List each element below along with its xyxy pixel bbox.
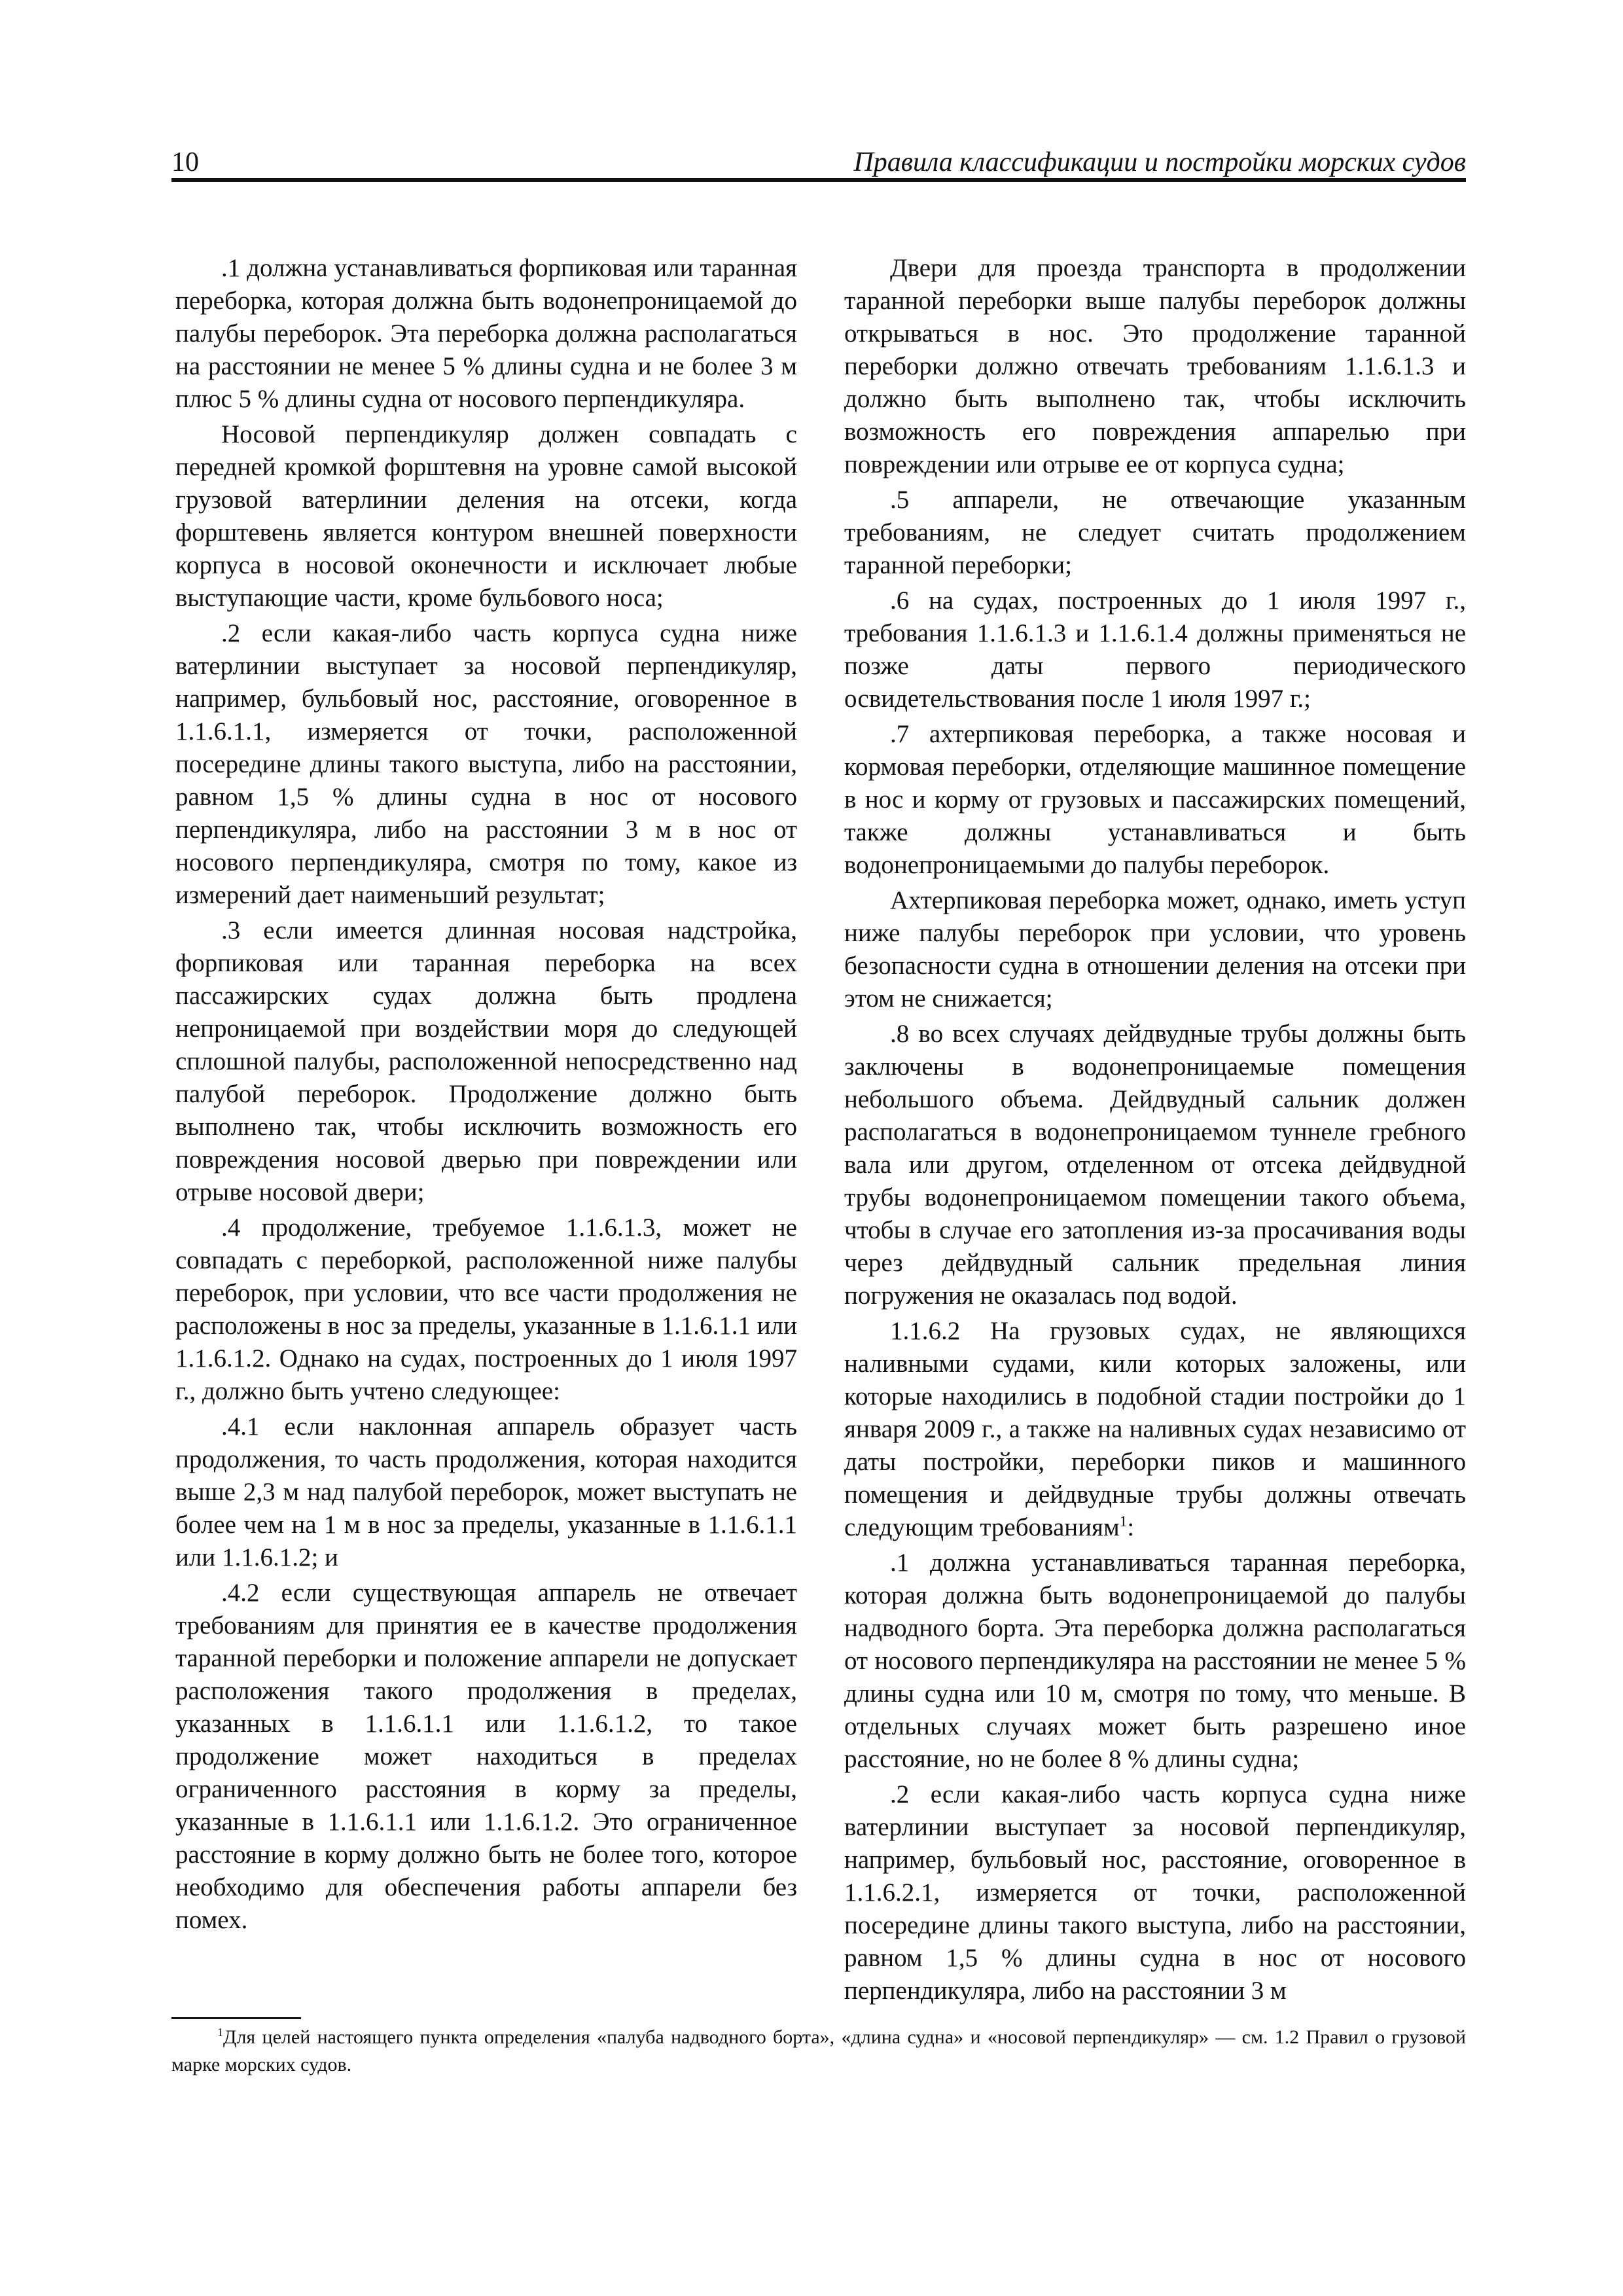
header-rule — [171, 178, 1466, 182]
page-number: 10 — [171, 147, 199, 177]
right-column — [844, 252, 1466, 2010]
footnote-rule — [171, 2017, 301, 2019]
paragraph: Двери для проезда транспорта в продолжении таранной переборки выше палубы переборок должны открываться в нос. Это продолжение таранной переборки должно отвечать требованиям 1.1.6.1.3 и должно быть выполнено так, чтобы исключить возможность его повреждения аппарелью при повреждении или отрыве ее от корпуса судна; — [844, 254, 1466, 478]
paragraph-suffix: : — [1127, 1513, 1135, 1541]
paragraph: .4 продолжение, требуемое 1.1.6.1.3, может не совпадать с переборкой, расположенной ниже палубы переборок, при условии, что все части продолжения не расположены в нос за пределы, указанные в 1.1.6.1.1 или 1.1.6.1.2. Однако на судах, построенных до 1 июля 1997 г., должно быть учтено следующее: — [175, 1213, 797, 1405]
footnote-reference[interactable]: 1 — [1119, 1513, 1128, 1530]
paragraph-with-footnote-ref — [844, 1315, 1466, 1544]
paragraph: .7 ахтерпиковая переборка, а также носовая и кормовая переборки, отделяющие машинное помещение в нос и корму от грузовых и пассажирских помещений, также должны устанавливаться и быть водонепроницаемыми до палубы переборок. — [844, 720, 1466, 879]
paragraph: .4.1 если наклонная аппарель образует часть продолжения, то часть продолжения, которая находится выше 2,3 м над палубой переборок, может выступать не более чем на 1 м в нос за пределы, указанные в 1.1.6.1.1 или 1.1.6.1.2; и — [175, 1412, 797, 1571]
paragraph: .6 на судах, построенных до 1 июля 1997 г., требования 1.1.6.1.3 и 1.1.6.1.4 должны применяться не позже даты первого периодического освидетельствования после 1 июля 1997 г.; — [844, 586, 1466, 713]
left-column — [175, 252, 797, 1939]
paragraph: .5 аппарели, не отвечающие указанным требованиям, не следует считать продолжением таранной переборки; — [844, 486, 1466, 579]
page-header — [171, 140, 1466, 178]
paragraph-text: 1.1.6.2 На грузовых судах, не являющихся наливными судами, кили которых заложены, или которые находились в подобной стадии постройки до 1 января 2009 г., а также на наливных судах независимо от даты постройки, переборки пиков и машинного помещения и дейдвудные трубы должны отвечать следующим требованиям — [844, 1317, 1466, 1541]
paragraph: .8 во всех случаях дейдвудные трубы должны быть заключены в водонепроницаемые помещения небольшого объема. Дейдвудный сальник должен располагаться в водонепроницаемом туннеле гребного вала или другом, отделенном от отсека дейдвудной трубы водонепроницаемом помещении такого объема, чтобы в случае его затопления из-за просачивания воды через дейдвудный сальник предельная линия погружения не оказалась под водой. — [844, 1020, 1466, 1310]
paragraph: .2 если какая-либо часть корпуса судна ниже ватерлинии выступает за носовой перпендикуляр, например, бульбовый нос, расстояние, оговоренное в 1.1.6.1.1, измеряется от точки, расположенной посередине длины такого выступа, либо на расстоянии, равном 1,5 % длины судна в нос от носового перпендикуляра, либо на расстоянии 3 м в нос от носового перпендикуляра, смотря по тому, какое из измерений дает наименьший результат; — [175, 619, 797, 909]
paragraph: .2 если какая-либо часть корпуса судна ниже ватерлинии выступает за носовой перпендикуляр, например, бульбовый нос, расстояние, оговоренное в 1.1.6.2.1, измеряется от точки, расположенной посередине длины такого выступа, либо на расстоянии, равном 1,5 % длины судна в нос от носового перпендикуляра, либо на расстоянии 3 м — [844, 1780, 1466, 2005]
paragraph: Ахтерпиковая переборка может, однако, иметь уступ ниже палубы переборок при условии, что уровень безопасности судна в отношении деления на отсеки при этом не снижается; — [844, 886, 1466, 1013]
footnote-marker: 1 — [217, 2026, 223, 2039]
paragraph: .1 должна устанавливаться форпиковая или таранная переборка, которая должна быть водонепроницаемой до палубы переборок. Эта переборка должна располагаться на расстоянии не менее 5 % длины судна и не более 3 м плюс 5 % длины судна от носового перпендикуляра. — [175, 254, 797, 413]
paragraph: .3 если имеется длинная носовая надстройка, форпиковая или таранная переборка на всех пассажирских судах должна быть продлена непроницаемой при воздействии моря до следующей сплошной палубы, расположенной непосредственно над палубой переборок. Продолжение должно быть выполнено так, чтобы исключить возможность его повреждения носовой дверью при повреждении или отрыве носовой двери; — [175, 916, 797, 1206]
paragraph: .4.2 если существующая аппарель не отвечает требованиям для принятия ее в качестве продолжения таранной переборки и положение аппарели не допускает расположения такого продолжения в пределах, указанных в 1.1.6.1.1 или 1.1.6.1.2, то такое продолжение может находиться в пределах ограниченного расстояния в корму за пределы, указанные в 1.1.6.1.1 или 1.1.6.1.2. Это ограниченное расстояние в корму должно быть не более того, которое необходимо для обеспечения работы аппарели без помех. — [175, 1579, 797, 1934]
footnote — [171, 2024, 1466, 2079]
footnote-paragraph — [171, 2024, 1466, 2079]
running-title: Правила классификации и постройки морских судов — [853, 147, 1466, 177]
footnote-text: Для целей настоящего пункта определения «палуба надводного борта», «длина судна» и «носовой перпендикуляр» — см. 1.2 Правил о грузовой марке морских судов. — [171, 2026, 1466, 2075]
paragraph: Носовой перпендикуляр должен совпадать с передней кромкой форштевня на уровне самой высокой грузовой ватерлинии деления на отсеки, когда форштевень является контуром внешней поверхности корпуса в носовой оконечности и исключает любые выступающие части, кроме бульбового носа; — [175, 420, 797, 612]
paragraph: .1 должна устанавливаться таранная переборка, которая должна быть водонепроницаемой до палубы надводного борта. Эта переборка должна располагаться от носового перпендикуляра на расстоянии не менее 5 % длины судна или 10 м, смотря по тому, что меньше. В отдельных случаях может быть разрешено иное расстояние, но не более 8 % длины судна; — [844, 1549, 1466, 1773]
